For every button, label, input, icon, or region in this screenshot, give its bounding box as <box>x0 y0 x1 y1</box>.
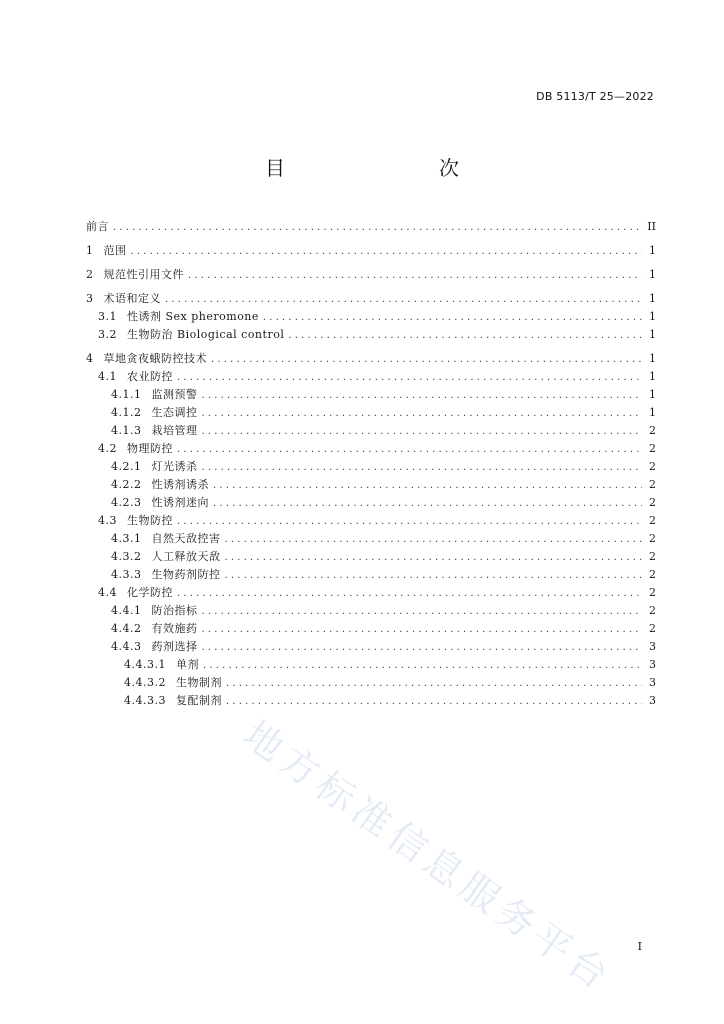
toc-entry-page: 3 <box>649 658 656 671</box>
toc-leader-dots <box>177 369 642 387</box>
toc-entry-number: 4.3.3 <box>111 568 142 581</box>
toc-entry[interactable] <box>86 584 656 602</box>
toc-entry-title: 有效施药 <box>151 622 198 635</box>
toc-entry-title: 人工释放天敌 <box>151 550 221 563</box>
toc-entry[interactable] <box>86 620 656 638</box>
toc-entry[interactable] <box>86 476 656 494</box>
toc-entry-page: 1 <box>649 388 656 401</box>
toc-leader-dots <box>213 495 642 513</box>
toc-entry-number: 4.3.1 <box>111 532 142 545</box>
toc-entry-title: 生物防控 <box>127 514 173 527</box>
toc-leader-dots <box>203 657 642 675</box>
toc-entry-title: 自然天敌控害 <box>151 532 221 545</box>
toc-leader-dots <box>177 513 642 531</box>
toc-entry-number: 4.1.3 <box>111 424 142 437</box>
toc-leader-dots <box>226 675 642 693</box>
toc-entry[interactable] <box>86 326 656 344</box>
toc-leader-dots <box>211 351 642 369</box>
toc-entry-title: 物理防控 <box>127 442 173 455</box>
toc-entry-page: 1 <box>649 352 656 365</box>
toc-entry-page: 2 <box>649 568 656 581</box>
toc-leader-dots <box>202 621 643 639</box>
toc-entry[interactable] <box>86 458 656 476</box>
toc-leader-dots <box>202 405 643 423</box>
toc-entry-number: 4.2.3 <box>111 496 142 509</box>
toc-leader-dots <box>188 267 642 285</box>
table-of-contents <box>86 218 656 710</box>
toc-entry-number: 3 <box>86 292 94 305</box>
toc-entry-title: 农业防控 <box>127 370 173 383</box>
toc-entry[interactable] <box>86 386 656 404</box>
toc-leader-dots <box>263 309 642 327</box>
toc-entry-title: 范围 <box>103 244 127 257</box>
toc-entry-number: 4.3.2 <box>111 550 142 563</box>
toc-entry-page: 2 <box>649 460 656 473</box>
toc-entry[interactable] <box>86 368 656 386</box>
toc-entry-title: 化学防控 <box>127 586 173 599</box>
toc-leader-dots <box>165 291 642 309</box>
toc-leader-dots <box>177 585 642 603</box>
toc-leader-dots <box>288 327 642 345</box>
toc-entry-page: 1 <box>649 370 656 383</box>
toc-entry-page: 2 <box>649 604 656 617</box>
toc-entry-title: 生态调控 <box>151 406 198 419</box>
toc-entry-title: 生物药剂防控 <box>151 568 221 581</box>
toc-entry-number: 4.1.1 <box>111 388 142 401</box>
toc-entry-number: 4.2.2 <box>111 478 142 491</box>
toc-entry-page: 1 <box>649 244 656 257</box>
toc-leader-dots <box>202 603 643 621</box>
toc-entry-title: 性诱剂诱杀 <box>151 478 209 491</box>
toc-leader-dots <box>225 549 643 567</box>
toc-leader-dots <box>225 567 643 585</box>
toc-entry-title: 性诱剂 Sex pheromone <box>127 310 259 323</box>
toc-entry-number: 4.3 <box>98 514 117 527</box>
toc-entry-number: 4.4.3.2 <box>124 676 166 689</box>
toc-entry[interactable] <box>86 674 656 692</box>
toc-entry-title: 药剂选择 <box>151 640 198 653</box>
toc-entry-number: 4.1.2 <box>111 406 142 419</box>
toc-leader-dots <box>113 219 642 237</box>
toc-entry[interactable] <box>86 566 656 584</box>
toc-entry-page: 1 <box>649 268 656 281</box>
toc-entry-title: 术语和定义 <box>103 292 161 305</box>
toc-entry-page: 1 <box>649 310 656 323</box>
toc-entry-title: 性诱剂迷向 <box>151 496 209 509</box>
toc-leader-dots <box>202 639 643 657</box>
toc-entry-page: 2 <box>649 622 656 635</box>
toc-entry[interactable] <box>86 494 656 512</box>
toc-entry-number: 4.2.1 <box>111 460 142 473</box>
toc-entry[interactable] <box>86 530 656 548</box>
toc-entry[interactable] <box>86 440 656 458</box>
toc-entry[interactable] <box>86 308 656 326</box>
toc-entry-number: 4.4.3 <box>111 640 142 653</box>
toc-entry-title: 生物防治 Biological control <box>127 328 285 341</box>
toc-entry-page: 1 <box>649 292 656 305</box>
toc-entry[interactable] <box>86 242 656 260</box>
toc-entry-number: 4.4.2 <box>111 622 142 635</box>
toc-entry-number: 4.2 <box>98 442 117 455</box>
toc-entry-number: 2 <box>86 268 94 281</box>
toc-leader-dots <box>202 423 643 441</box>
toc-entry[interactable] <box>86 602 656 620</box>
toc-entry-title: 前言 <box>86 220 109 233</box>
toc-entry[interactable] <box>86 638 656 656</box>
toc-entry[interactable] <box>86 350 656 368</box>
toc-entry-page: II <box>647 220 656 233</box>
toc-leader-dots <box>225 531 643 549</box>
toc-entry-page: 1 <box>649 406 656 419</box>
toc-leader-dots <box>202 459 643 477</box>
toc-entry-number: 4.4 <box>98 586 117 599</box>
toc-entry-page: 2 <box>649 514 656 527</box>
toc-entry-number: 1 <box>86 244 94 257</box>
toc-entry-page: 3 <box>649 640 656 653</box>
toc-entry-number: 4.4.3.3 <box>124 694 166 707</box>
toc-entry-page: 2 <box>649 532 656 545</box>
toc-entry[interactable] <box>86 422 656 440</box>
toc-title: 目 次 <box>265 156 497 180</box>
toc-entry-title: 灯光诱杀 <box>151 460 198 473</box>
toc-entry[interactable] <box>86 548 656 566</box>
toc-entry[interactable] <box>86 404 656 422</box>
page-number: I <box>637 940 642 953</box>
toc-entry-page: 3 <box>649 694 656 707</box>
toc-entry-title: 生物制剂 <box>175 676 222 689</box>
toc-entry-number: 4 <box>86 352 94 365</box>
toc-entry-number: 4.4.1 <box>111 604 142 617</box>
toc-leader-dots <box>213 477 642 495</box>
toc-entry[interactable] <box>86 692 656 710</box>
toc-entry-title: 单剂 <box>175 658 199 671</box>
toc-entry-page: 2 <box>649 424 656 437</box>
toc-entry-number: 4.4.3.1 <box>124 658 166 671</box>
watermark: 地方标准信息服务平台 <box>235 712 622 1001</box>
toc-entry-page: 2 <box>649 478 656 491</box>
toc-entry-number: 3.2 <box>98 328 117 341</box>
toc-entry-title: 监测预警 <box>151 388 198 401</box>
document-code: DB 5113/T 25—2022 <box>536 90 654 103</box>
toc-entry[interactable] <box>86 290 656 308</box>
toc-entry-page: 2 <box>649 550 656 563</box>
toc-leader-dots <box>177 441 642 459</box>
toc-entry-page: 2 <box>649 442 656 455</box>
toc-entry[interactable] <box>86 266 656 284</box>
toc-leader-dots <box>202 387 643 405</box>
toc-leader-dots <box>131 243 643 261</box>
toc-entry[interactable] <box>86 656 656 674</box>
toc-entry-title: 草地贪夜蛾防控技术 <box>103 352 207 365</box>
toc-leader-dots <box>226 693 642 711</box>
toc-entry-title: 防治指标 <box>151 604 198 617</box>
toc-entry-page: 2 <box>649 496 656 509</box>
toc-entry[interactable] <box>86 512 656 530</box>
toc-entry-number: 3.1 <box>98 310 117 323</box>
toc-entry[interactable] <box>86 218 656 236</box>
toc-entry-page: 3 <box>649 676 656 689</box>
toc-entry-page: 1 <box>649 328 656 341</box>
toc-entry-title: 栽培管理 <box>151 424 198 437</box>
toc-entry-title: 规范性引用文件 <box>103 268 184 281</box>
toc-entry-page: 2 <box>649 586 656 599</box>
toc-entry-number: 4.1 <box>98 370 117 383</box>
toc-entry-title: 复配制剂 <box>175 694 222 707</box>
